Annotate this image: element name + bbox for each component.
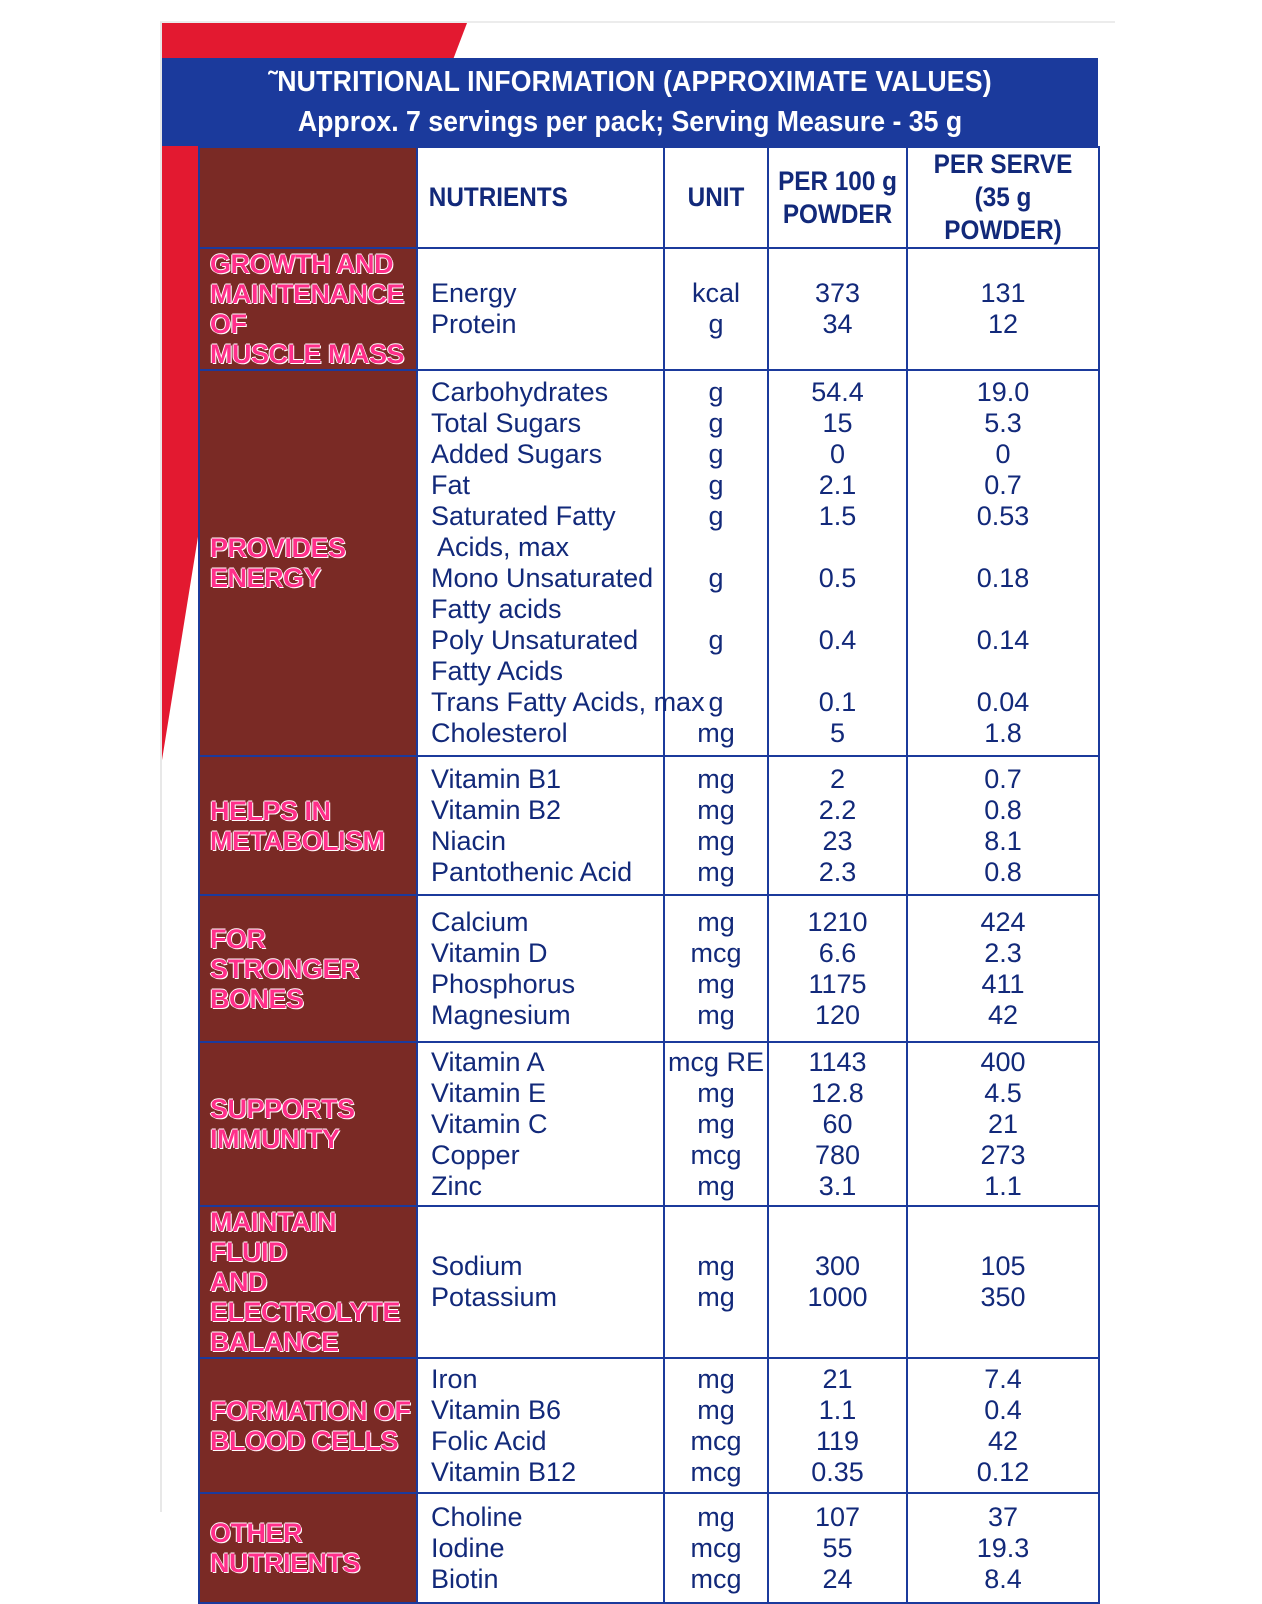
value-per-serve: 19.0 <box>976 377 1030 407</box>
nutrition-table <box>198 146 1100 1604</box>
value-per-serve: 0.12 <box>976 1456 1030 1487</box>
nutrient-unit: mg <box>697 1501 735 1532</box>
category-label: SUPPORTS IMMUNITY <box>199 1042 417 1206</box>
nutrient-group-row <box>199 1358 1099 1493</box>
title-band <box>162 58 1098 146</box>
value-per-100g: 5 <box>829 718 846 748</box>
value-per-100g: 34 <box>822 309 853 339</box>
nutrient-name-cell <box>417 248 664 370</box>
value-per-100g: 60 <box>822 1108 853 1139</box>
nutrient-unit: g <box>708 309 724 339</box>
value-per-serve: 273 <box>980 1139 1026 1170</box>
value-per-serve: 0.8 <box>984 794 1022 825</box>
value-per-100g: 2.1 <box>818 470 857 500</box>
value-per-serve: 4.5 <box>984 1077 1022 1108</box>
nutrient-unit: mg <box>697 1394 735 1425</box>
nutrient-unit <box>665 594 767 625</box>
value-per-serve: 37 <box>987 1501 1019 1532</box>
nutrient-name-cell <box>417 1206 664 1358</box>
nutrient-unit: mg <box>697 763 735 794</box>
value-per-serve: 0.7 <box>984 470 1022 500</box>
nutrient-name: Copper <box>431 1139 520 1170</box>
nutrient-name: Vitamin B1 <box>431 763 562 794</box>
value-per-serve: 350 <box>980 1282 1026 1312</box>
nutrient-name: Fatty acids <box>431 594 562 624</box>
nutrient-unit <box>665 656 767 687</box>
nutrient-unit: g <box>708 687 724 717</box>
nutrient-name: Vitamin D <box>431 937 548 968</box>
per100-heading <box>776 165 899 231</box>
value-per-serve: 424 <box>980 906 1026 937</box>
nutrient-name: Pantothenic Acid <box>431 856 633 887</box>
nutrient-unit: mcg RE <box>667 1046 765 1077</box>
value-per-serve: 21 <box>987 1108 1019 1139</box>
nutrient-unit: mg <box>697 856 735 887</box>
value-per-100g: 119 <box>815 1425 860 1456</box>
nutrient-unit: g <box>708 625 724 655</box>
value-per-serve-cell <box>907 370 1099 756</box>
value-per-serve-cell <box>907 1358 1099 1493</box>
value-per-serve: 0.18 <box>976 563 1030 593</box>
value-per-100g-cell <box>768 1042 907 1206</box>
nutrient-unit-cell <box>664 756 768 895</box>
nutrient-unit: mg <box>697 1108 735 1139</box>
nutrient-name: Trans Fatty Acids, max <box>431 687 705 717</box>
value-per-100g: 54.4 <box>811 377 864 407</box>
top-border-line <box>160 21 1115 23</box>
nutrient-group-row <box>199 756 1099 895</box>
value-per-100g: 780 <box>814 1139 861 1170</box>
nutrient-unit: mg <box>697 999 735 1030</box>
nutrient-unit: g <box>708 563 724 593</box>
value-per-100g <box>769 656 906 687</box>
nutrient-unit: mcg <box>690 1532 742 1563</box>
value-per-serve: 400 <box>980 1046 1026 1077</box>
nutrient-unit: mcg <box>690 1563 742 1594</box>
nutrient-unit: mcg <box>690 1425 742 1456</box>
value-per-serve: 5.3 <box>984 408 1022 438</box>
value-per-100g: 1175 <box>808 968 867 999</box>
value-per-serve: 105 <box>980 1251 1026 1281</box>
nutrient-name: Magnesium <box>431 999 571 1030</box>
nutrient-group-row <box>199 895 1099 1042</box>
header-nutrients <box>417 147 664 248</box>
value-per-100g-cell <box>768 370 907 756</box>
value-per-serve-cell <box>907 756 1099 895</box>
value-per-serve: 411 <box>981 968 1025 999</box>
value-per-100g: 15 <box>822 408 853 438</box>
value-per-100g <box>769 594 906 625</box>
nutrient-group-row <box>199 1493 1099 1603</box>
nutrient-name: Total Sugars <box>431 408 582 438</box>
value-per-serve: 0 <box>995 439 1011 469</box>
nutrient-unit: kcal <box>691 278 740 308</box>
value-per-100g: 23 <box>822 825 853 856</box>
value-per-serve <box>908 532 1098 563</box>
nutrient-group-row <box>199 1206 1099 1358</box>
value-per-100g: 2.3 <box>818 856 857 887</box>
value-per-100g: 1000 <box>807 1282 868 1312</box>
nutrient-unit: mcg <box>690 937 742 968</box>
nutrient-unit: mg <box>697 1363 735 1394</box>
nutrient-unit: g <box>708 377 724 407</box>
value-per-100g: 55 <box>822 1532 853 1563</box>
nutrient-name: Energy <box>431 278 517 308</box>
value-per-serve: 0.4 <box>984 1394 1022 1425</box>
value-per-100g: 120 <box>814 999 861 1030</box>
nutrient-name: Iodine <box>431 1532 505 1563</box>
nutrient-unit: mg <box>697 1170 735 1201</box>
nutrient-name: Iron <box>431 1363 478 1394</box>
nutrient-group-row <box>199 248 1099 370</box>
nutrient-name: Vitamin A <box>431 1046 545 1077</box>
category-label: FORMATION OF BLOOD CELLS <box>199 1358 417 1493</box>
nutrient-name: Vitamin B6 <box>431 1394 562 1425</box>
value-per-serve <box>908 594 1098 625</box>
nutrient-name-cell <box>417 895 664 1042</box>
value-per-100g-cell <box>768 1358 907 1493</box>
nutrient-name: Cholesterol <box>431 718 568 748</box>
value-per-serve-cell <box>907 248 1099 370</box>
nutrient-name: Phosphorus <box>431 968 576 999</box>
nutrient-name: Calcium <box>431 906 529 937</box>
nutrient-unit: mg <box>697 1251 735 1281</box>
value-per-serve-cell <box>907 1493 1099 1603</box>
value-per-100g: 1.5 <box>818 501 857 531</box>
value-per-100g: 0.4 <box>818 625 857 655</box>
header-per100 <box>768 147 907 248</box>
value-per-serve: 0.53 <box>976 501 1030 531</box>
value-per-serve: 8.1 <box>984 825 1022 856</box>
value-per-serve: 19.3 <box>976 1532 1030 1563</box>
perserve-heading-line: (35 g POWDER) <box>944 182 1062 245</box>
value-per-serve <box>908 656 1098 687</box>
value-per-serve: 42 <box>987 1425 1019 1456</box>
value-per-100g: 6.6 <box>818 937 857 968</box>
header-category-cell <box>199 147 417 248</box>
nutrient-name: Fat <box>431 470 471 500</box>
category-label: MAINTAIN FLUID AND ELECTROLYTE BALANCE <box>199 1206 417 1358</box>
value-per-serve: 2.3 <box>984 937 1022 968</box>
value-per-100g-cell <box>768 248 907 370</box>
nutrient-unit-cell <box>664 1042 768 1206</box>
nutrient-unit-cell <box>664 248 768 370</box>
nutrient-name: Mono Unsaturated <box>431 563 654 593</box>
value-per-serve: 8.4 <box>984 1563 1022 1594</box>
nutrient-name: Vitamin B2 <box>431 794 562 825</box>
nutrient-unit: mg <box>697 718 735 748</box>
value-per-100g-cell <box>768 756 907 895</box>
value-per-serve: 1.8 <box>984 718 1022 748</box>
value-per-serve-cell <box>907 1042 1099 1206</box>
nutrient-name: Potassium <box>431 1282 558 1312</box>
nutrient-name: Poly Unsaturated <box>431 625 639 655</box>
nutrient-unit-cell <box>664 1206 768 1358</box>
value-per-serve: 12 <box>987 309 1019 339</box>
nutrient-unit: mcg <box>690 1456 742 1487</box>
per100-heading-line: PER 100 g <box>778 165 897 196</box>
header-row <box>199 147 1099 248</box>
red-corner-tab <box>162 23 467 63</box>
category-label: OTHER NUTRIENTS <box>199 1493 417 1603</box>
value-per-serve: 1.1 <box>984 1170 1022 1201</box>
category-label: FOR STRONGER BONES <box>199 895 417 1042</box>
header-unit <box>664 147 768 248</box>
nutrient-name: Fatty Acids <box>431 656 564 686</box>
value-per-serve: 0.14 <box>976 625 1030 655</box>
panel-title: ˜NUTRITIONAL INFORMATION (APPROXIMATE VALUES) <box>268 66 992 98</box>
nutrient-name: Carbohydrates <box>431 377 609 407</box>
value-per-serve: 7.4 <box>984 1363 1022 1394</box>
value-per-100g: 107 <box>814 1501 861 1532</box>
nutrient-name: Protein <box>431 309 517 339</box>
nutrient-group-row <box>199 1042 1099 1206</box>
nutrient-name: Niacin <box>431 825 507 856</box>
value-per-100g: 1143 <box>808 1046 867 1077</box>
nutrient-unit: mg <box>697 906 735 937</box>
value-per-serve: 0.7 <box>984 763 1022 794</box>
value-per-100g <box>769 532 906 563</box>
perserve-heading-line: PER SERVE <box>933 149 1073 179</box>
nutrient-name: Zinc <box>431 1170 483 1201</box>
value-per-100g: 12.8 <box>811 1077 864 1108</box>
value-per-serve-cell <box>907 1206 1099 1358</box>
nutrient-unit-cell <box>664 895 768 1042</box>
nutrient-unit-cell <box>664 1358 768 1493</box>
value-per-100g: 3.1 <box>818 1170 857 1201</box>
nutrient-name: Vitamin B12 <box>431 1456 577 1487</box>
nutrient-name: Sodium <box>431 1251 523 1281</box>
nutrient-name-cell <box>417 756 664 895</box>
unit-heading: UNIT <box>687 182 745 212</box>
nutrient-unit: mcg <box>690 1139 742 1170</box>
value-per-100g: 2 <box>829 763 846 794</box>
nutrient-unit: g <box>708 439 724 469</box>
nutrient-name: Vitamin E <box>431 1077 547 1108</box>
nutrient-unit-cell <box>664 1493 768 1603</box>
nutrient-group-row <box>199 370 1099 756</box>
per100-heading-line: POWDER <box>782 198 893 229</box>
nutrient-unit: mg <box>697 1077 735 1108</box>
nutrient-name: Biotin <box>431 1563 499 1594</box>
serving-info: Approx. 7 servings per pack; Serving Measure - 35 g <box>297 106 963 138</box>
value-per-serve-cell <box>907 895 1099 1042</box>
value-per-100g: 21 <box>822 1363 853 1394</box>
value-per-serve: 0.04 <box>976 687 1030 717</box>
nutrient-unit: g <box>708 470 724 500</box>
nutrient-unit: g <box>708 408 724 438</box>
nutrient-unit: mg <box>697 968 735 999</box>
nutrient-name: Added Sugars <box>431 439 603 469</box>
perserve-heading <box>918 148 1089 247</box>
header-perserve <box>907 147 1099 248</box>
category-label: PROVIDES ENERGY <box>199 370 417 756</box>
value-per-100g: 0 <box>829 439 846 469</box>
nutrients-heading: NUTRIENTS <box>428 182 568 212</box>
value-per-serve: 131 <box>980 278 1026 308</box>
value-per-100g: 2.2 <box>818 794 857 825</box>
nutrient-name: Folic Acid <box>431 1425 547 1456</box>
nutrient-name: Vitamin C <box>431 1108 548 1139</box>
category-label: HELPS IN METABOLISM <box>199 756 417 895</box>
nutrient-name: Acids, max <box>431 532 570 562</box>
value-per-100g-cell <box>768 895 907 1042</box>
nutrient-name: Choline <box>431 1501 523 1532</box>
value-per-100g: 1210 <box>807 906 868 937</box>
left-border-line <box>160 22 162 1512</box>
nutrient-unit: mg <box>697 1282 735 1312</box>
nutrient-groups <box>199 248 1099 1603</box>
value-per-serve: 42 <box>987 999 1019 1030</box>
value-per-100g-cell <box>768 1493 907 1603</box>
nutrient-unit: g <box>708 501 724 531</box>
nutrient-unit: mg <box>697 825 735 856</box>
nutrient-name-cell <box>417 1358 664 1493</box>
category-label: GROWTH AND MAINTENANCE OF MUSCLE MASS <box>199 248 417 370</box>
value-per-100g-cell <box>768 1206 907 1358</box>
value-per-serve: 0.8 <box>984 856 1022 887</box>
nutrient-name-cell <box>417 1493 664 1603</box>
value-per-100g: 24 <box>822 1563 853 1594</box>
nutrient-name: Saturated Fatty <box>431 501 616 531</box>
nutrient-unit: mg <box>697 794 735 825</box>
value-per-100g: 1.1 <box>818 1394 857 1425</box>
nutrient-unit <box>665 532 767 563</box>
value-per-100g: 373 <box>814 278 861 308</box>
value-per-100g: 0.5 <box>818 563 857 593</box>
nutrient-name-cell <box>417 1042 664 1206</box>
red-side-wedge <box>162 140 199 760</box>
value-per-100g: 0.1 <box>818 687 857 717</box>
value-per-100g: 0.35 <box>811 1456 864 1487</box>
nutrient-name-cell <box>417 370 705 756</box>
value-per-100g: 300 <box>814 1251 861 1281</box>
